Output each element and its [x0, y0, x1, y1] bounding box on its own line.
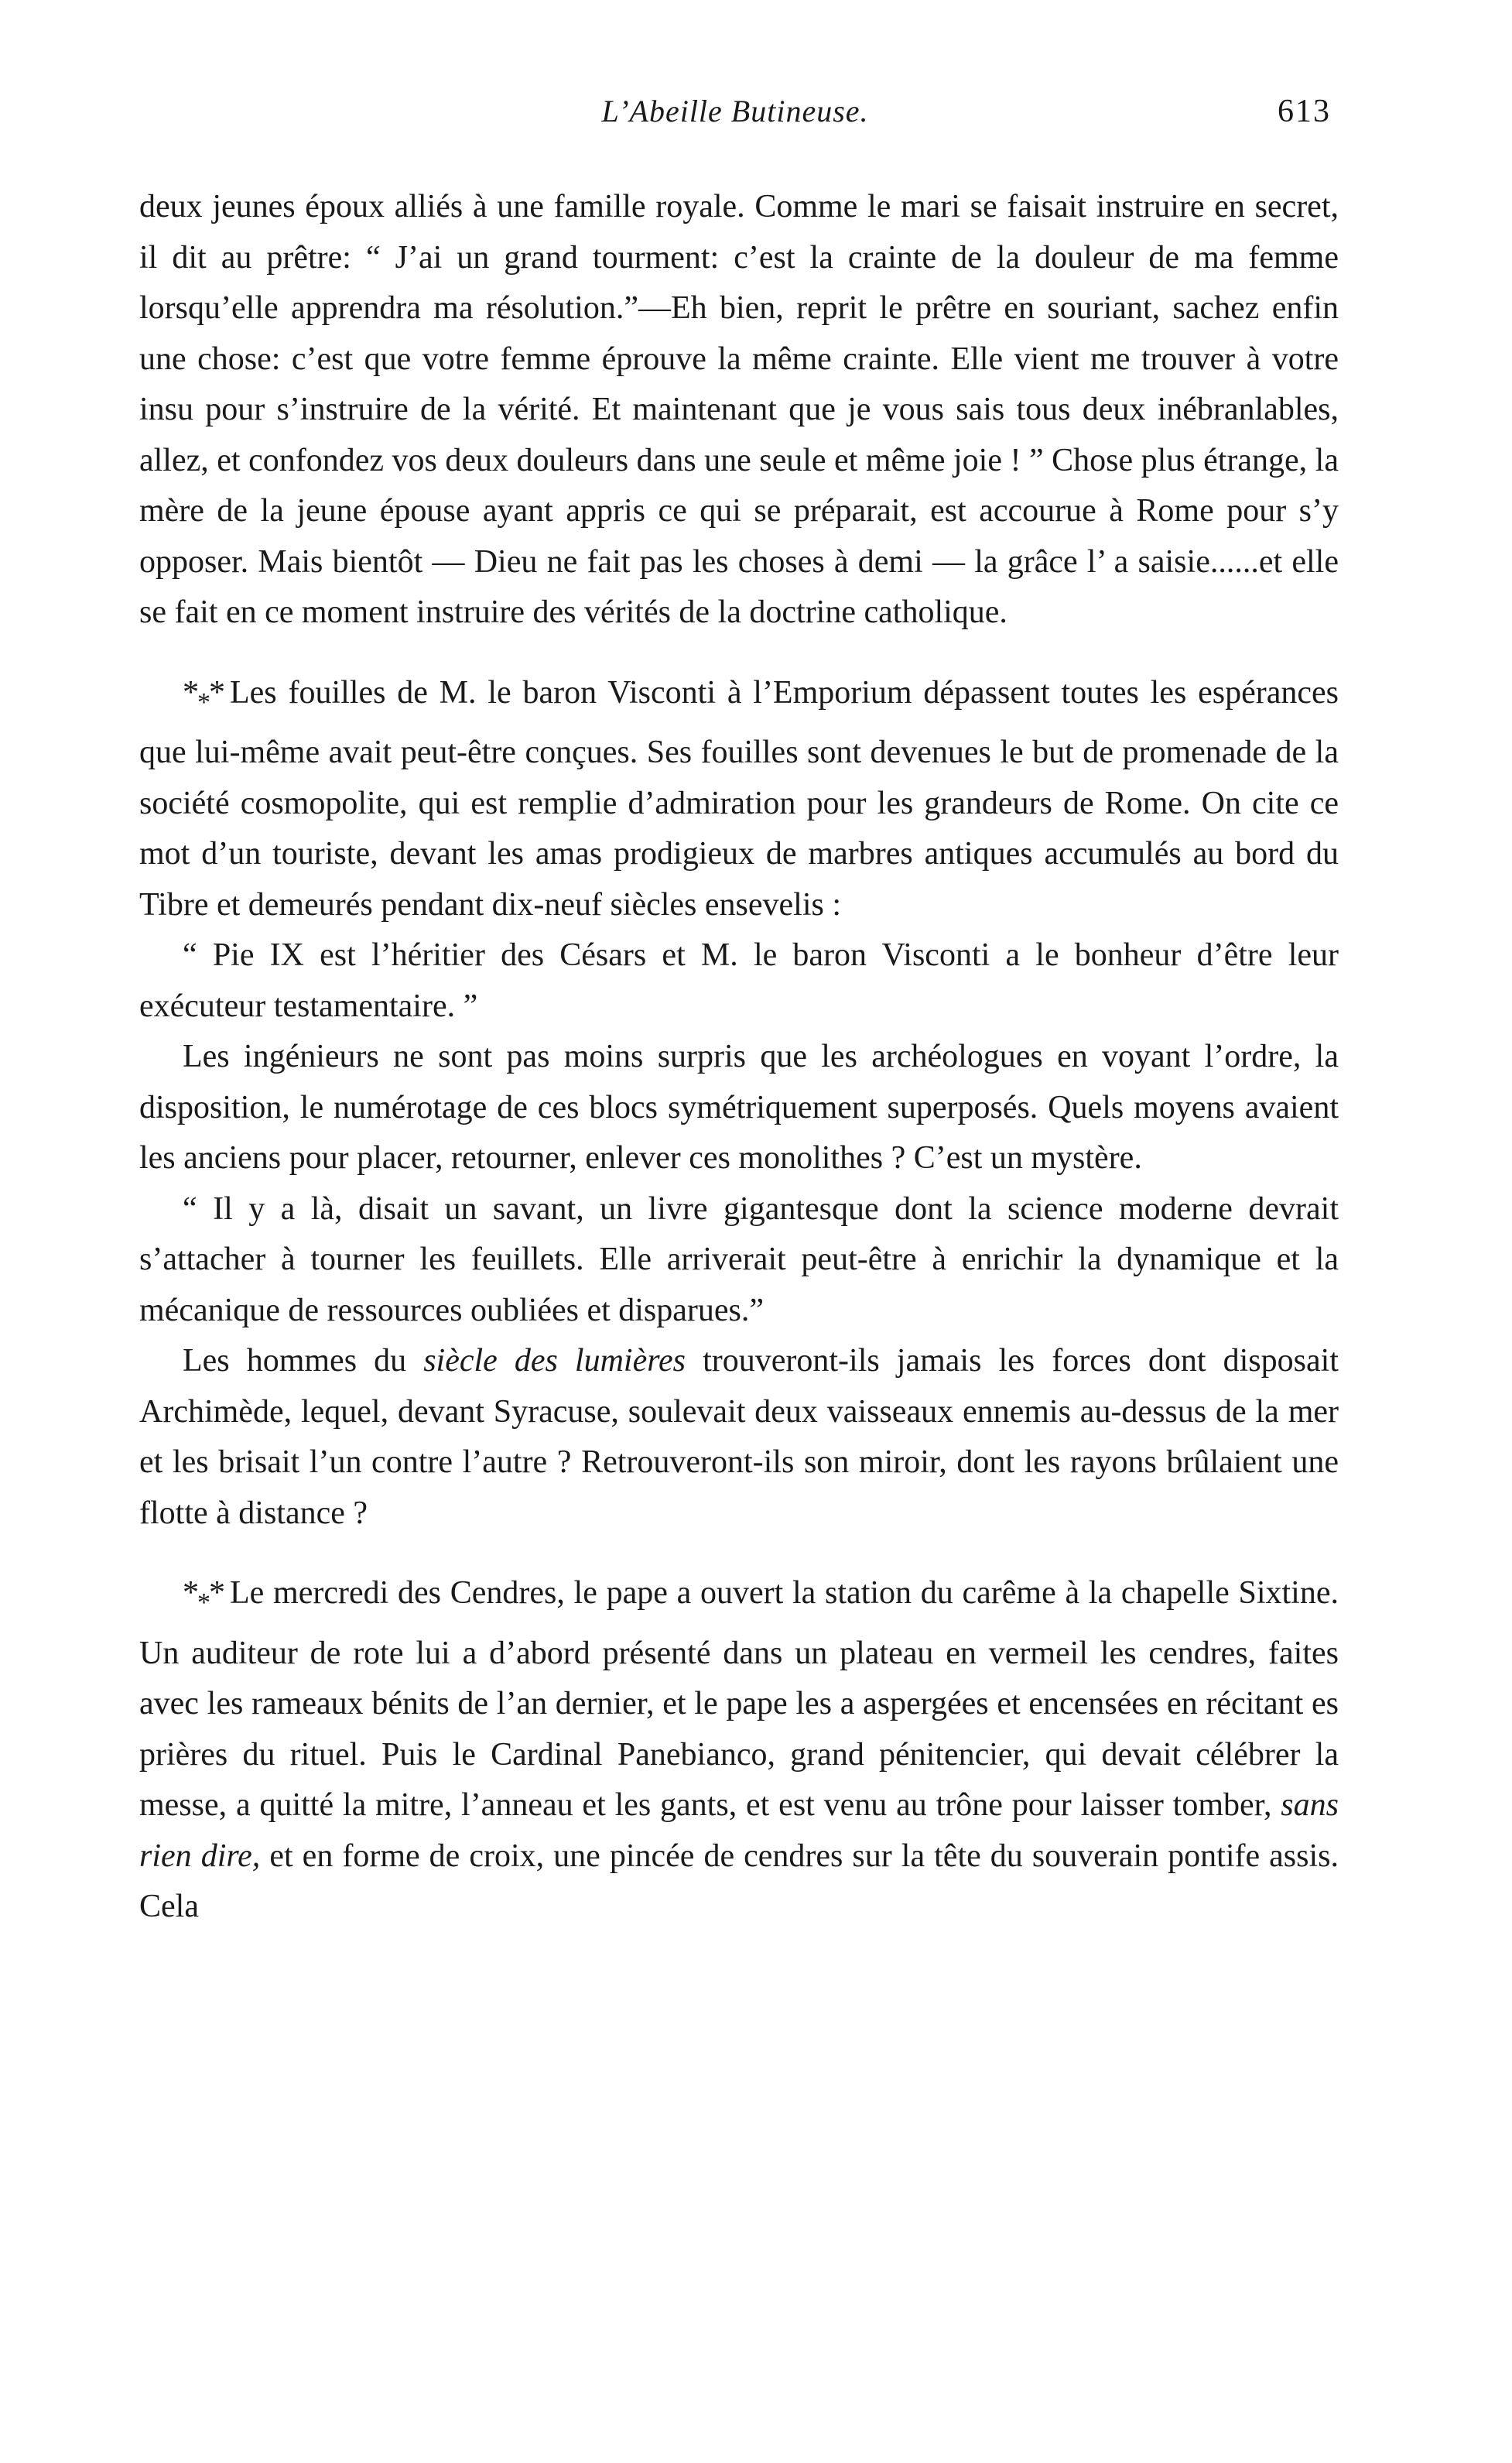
page-body — [139, 182, 1339, 1933]
page-header — [139, 93, 1331, 147]
italic-phrase: siècle des lumières — [423, 1343, 686, 1379]
paragraph-text: trouveront-ils jamais les forces dont disposait Archimède, lequel, devant Syracuse, soulevait deux vaisseaux ennemis au-dessus de la mer et les brisait l’un contre l’autre ? Retrouveront-ils son miroir, dont les rayons brûlaient une flotte à distance ? — [139, 1343, 1339, 1531]
paragraph-archimedes — [139, 1336, 1339, 1539]
paragraph-quote-savant — [139, 1184, 1339, 1337]
paragraph-text: “ Il y a là, disait un savant, un livre gigantesque dont la science moderne devrait s’attacher à tourner les feuillets. Elle arriverait peut-être à enrichir la dynamique et la mécanique de ressources oubliées et disparues.” — [139, 1190, 1339, 1328]
paragraph-text: “ Pie IX est l’héritier des Césars et M. le baron Visconti a le bonheur d’être leur exécuteur testamentaire. ” — [139, 937, 1339, 1024]
paragraph-text: Le mercredi des Cendres, le pape a ouvert la station du carême à la chapelle Sixtine. Un auditeur de rote lui a d’abord présenté dans un plateau en vermeil les cendres, faites avec les rameaux bénits de l’an dernier, et le pape les a aspergées et encensées en récitant es prières du rituel. Puis le Cardinal Panebianco, grand pénitencier, qui devait célébrer la messe, a quitté la mitre, l’anneau et les gants, et est venu au trône pour laisser tomber, — [139, 1575, 1339, 1823]
asterism-icon: $*_**$ — [183, 674, 224, 717]
asterism-icon: $*_**$ — [183, 1575, 224, 1617]
paragraph-text: Les fouilles de M. le baron Visconti à l’Emporium dépassent toutes les espérances que lui-même avait peut-être conçues. Ses fouilles sont devenues le but de promenade de la société cosmopolite, qui est remplie d’admiration pour les grandeurs de Rome. On cite ce mot d’un touriste, devant les amas prodigieux de marbres antiques accumulés au bord du Tibre et demeurés pendant dix-neuf siècles ensevelis : — [139, 674, 1339, 923]
running-title: L’Abeille Butineuse. — [601, 94, 869, 128]
paragraph-text: Les hommes du — [183, 1343, 424, 1379]
page-number: 613 — [1278, 94, 1331, 129]
paragraph-ash-wednesday — [139, 1568, 1339, 1933]
paragraph-continued — [139, 182, 1339, 639]
paragraph-text: deux jeunes époux alliés à une famille royale. Comme le mari se faisait instruire en secret, il dit au prêtre: “ J’ai un grand tourment: c’est la crainte de la douleur de ma femme lorsqu’elle apprendra ma résolution.”—Eh bien, reprit le prêtre en souriant, sachez enfin une chose: c’est que votre femme éprouve la même crainte. Elle vient me trouver à votre insu pour s’instruire de la vérité. Et maintenant que je vous sais tous deux inébranlables, allez, et confondez vos deux douleurs dans une seule et même joie ! ” Chose plus étrange, la mère de la jeune épouse ayant appris ce qui se préparait, est accourue à Rome pour s’y opposer. Mais bientôt — Dieu ne fait pas les choses à demi — la grâce l’ a saisie......et elle se fait en ce moment instruire des vérités de la doctrine catholique. — [139, 189, 1339, 630]
paragraph-quote-pius — [139, 930, 1339, 1032]
paragraph-text: et en forme de croix, une pincée de cendres sur la tête du souverain pontife assis. Cela — [139, 1838, 1339, 1924]
paragraph-text: Les ingénieurs ne sont pas moins surpris que les archéologues en voyant l’ordre, la disposition, le numérotage de ces blocs symétriquement superposés. Quels moyens avaient les anciens pour placer, retourner, enlever ces monolithes ? C’est un mystère. — [139, 1039, 1339, 1176]
paragraph-visconti-excavations — [139, 668, 1339, 931]
paragraph-engineers — [139, 1032, 1339, 1184]
italic-phrase: sans rien dire, — [139, 1787, 1339, 1874]
